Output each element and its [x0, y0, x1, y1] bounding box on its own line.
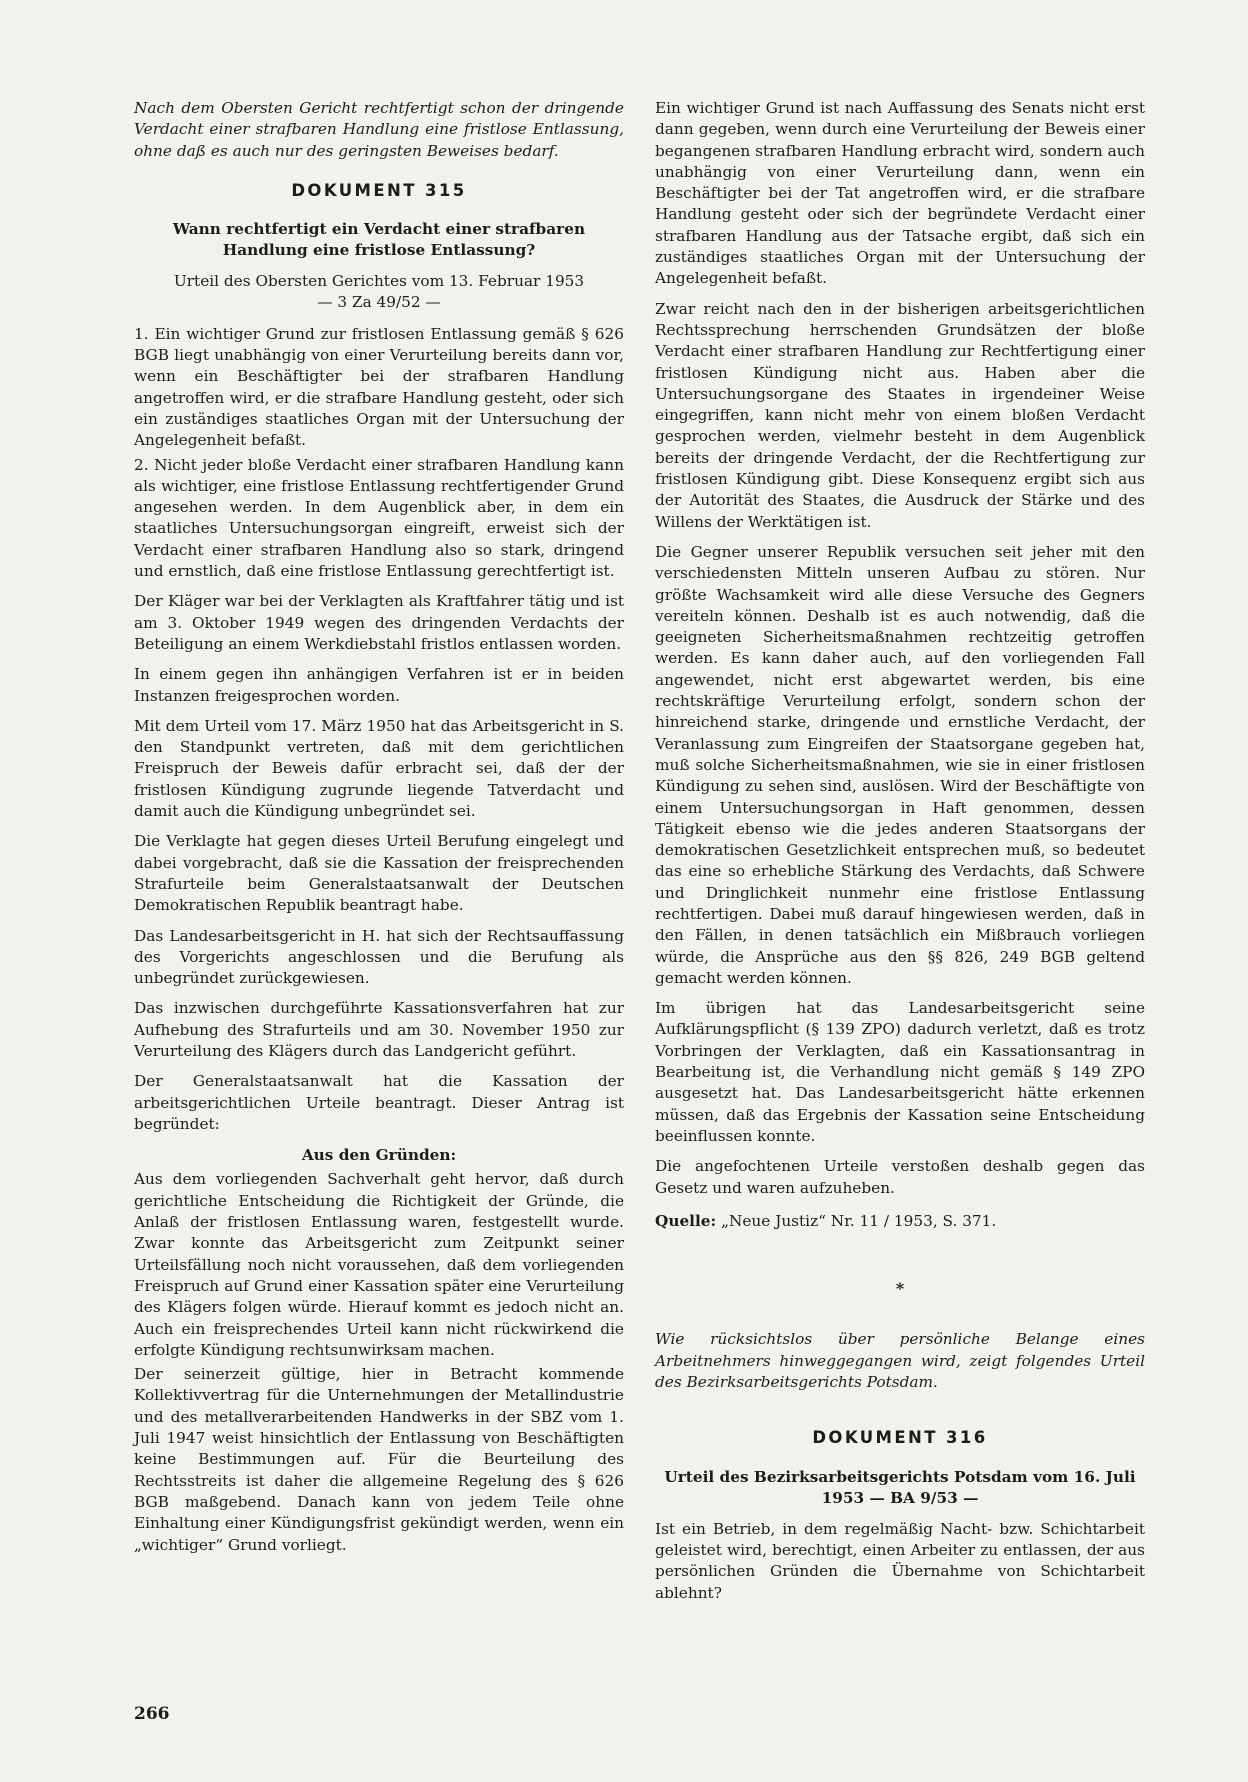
section-heading: Aus den Gründen:: [301, 1146, 457, 1165]
headnote-2: 2. Nicht jeder bloße Verdacht einer strafbaren Handlung kann als wichtiger, eine fristlose Entlassung rechtfertigender Grund angesehen werden. In dem Augenblick aber, in dem ein staatliches Untersuchungsorgan eingreift, erweist sich der Verdacht einer strafbaren Handlung also so stark, dringend und ernstlich, daß eine fristlose Entlassung gerechtfertigt ist.: [134, 455, 624, 581]
section-separator: *: [895, 1279, 905, 1299]
document-title: Urteil des Bezirksarbeitsgerichts Potsdam vom 16. Juli 1953 — BA 9/53 —: [664, 1467, 1136, 1507]
paragraph: Der seinerzeit gültige, hier in Betracht kommende Kollektivvertrag für die Unternehmungen der Metallindustrie und des metallverarbeitenden Handwerks in der SBZ vom 1. Juli 1947 weist hinsichtlich der Entlassung von Beschäftigten keine Bestimmungen auf. Für die Beurteilung des Rechtsstreits ist daher die allgemeine Regelung des § 626 BGB maßgebend. Danach kann von jedem Teile ohne Einhaltung einer Kündigungsfrist gekündigt werden, wenn ein „wichtiger“ Grund vorliegt.: [134, 1365, 624, 1554]
right-column: [655, 98, 1145, 1607]
judgment-reference-line: Urteil des Obersten Gerichtes vom 13. Februar 1953: [173, 272, 585, 291]
document-heading: DOKUMENT 316: [812, 1428, 988, 1448]
source-text: „Neue Justiz“ Nr. 11 / 1953, S. 371.: [721, 1211, 997, 1230]
paragraph: Aus dem vorliegenden Sachverhalt geht hervor, daß durch gerichtliche Entscheidung die Richtigkeit der Gründe, die Anlaß der fristlosen Entlassung waren, festgestellt wurde. Zwar konnte das Arbeitsgericht zum Zeitpunkt seiner Urteilsfällung noch nicht voraussehen, daß dem vorliegenden Freispruch auf Grund einer Kassation später eine Verurteilung des Klägers folgen würde. Hierauf kommt es jedoch nicht an. Auch ein freisprechendes Urteil kann nicht rückwirkend die erfolgte Kündigung rechtsunwirksam machen.: [134, 1170, 624, 1359]
left-column: [134, 98, 624, 1559]
paragraph: Ist ein Betrieb, in dem regelmäßig Nacht- bzw. Schichtarbeit geleistet wird, berechtigt, einen Arbeiter zu entlassen, der aus persönlichen Gründen die Übernahme von Schichtarbeit ablehnt?: [655, 1519, 1145, 1602]
paragraph: Zwar reicht nach den in der bisherigen arbeitsgerichtlichen Rechtssprechung herrschenden Grundsätzen der bloße Verdacht einer strafbaren Handlung zur Rechtfertigung einer fristlosen Kündigung nicht aus. Haben aber die Untersuchungsorgane des Staates in irgendeiner Weise eingegriffen, kann nicht mehr von einem bloßen Verdacht gesprochen werden, vielmehr besteht in dem Augenblick bereits der dringende Verdacht, der die Rechtfertigung zur fristlosen Kündigung gibt. Diese Konsequenz ergibt sich aus der Autorität des Staates, die Ausdruck der Stärke und des Willens der Werktätigen ist.: [655, 299, 1145, 531]
headnote-1: 1. Ein wichtiger Grund zur fristlosen Entlassung gemäß § 626 BGB liegt unabhängig von einer Verurteilung bereits dann vor, wenn ein Beschäftigter bei der strafbaren Handlung angetroffen wird, er die strafbare Handlung gesteht, oder sich ein zuständiges staatliches Organ mit der Untersuchung der Angelegenheit befaßt.: [134, 324, 624, 450]
intro-note: Nach dem Obersten Gericht rechtfertigt schon der dringende Verdacht einer strafbaren Handlung eine fristlose Entlassung, ohne daß es auch nur des geringsten Beweises bedarf.: [134, 99, 624, 160]
paragraph: Der Kläger war bei der Verklagten als Kraftfahrer tätig und ist am 3. Oktober 1949 wegen des dringenden Verdachts der Beteiligung an einem Werkdiebstahl fristlos entlassen worden.: [134, 592, 624, 653]
judgment-reference: [134, 271, 624, 314]
paragraph: Ein wichtiger Grund ist nach Auffassung des Senats nicht erst dann gegeben, wenn durch eine Verurteilung der Beweis einer begangenen strafbaren Handlung erbracht wird, sondern auch unabhängig von einer Verurteilung dann, wenn ein Beschäftigter bei der Tat angetroffen wird, er die strafbare Handlung gesteht oder sich der begründete Verdacht einer strafbaren Handlung aus der Tatsache ergibt, daß sich ein zuständiges staatliches Organ mit der Untersuchung der Angelegenheit befaßt.: [655, 99, 1145, 288]
source-label: Quelle:: [655, 1211, 717, 1230]
source-citation: [655, 1211, 1145, 1232]
paragraph: Die Verklagte hat gegen dieses Urteil Berufung eingelegt und dabei vorgebracht, daß sie die Kassation der freisprechenden Strafurteile beim Generalstaatsanwalt der Deutschen Demokratischen Republik beantragt habe.: [134, 832, 624, 915]
paragraph: In einem gegen ihn anhängigen Verfahren ist er in beiden Instanzen freigesprochen worden.: [134, 665, 624, 705]
document-heading: DOKUMENT 315: [291, 180, 467, 200]
paragraph: Der Generalstaatsanwalt hat die Kassation der arbeitsgerichtlichen Urteile beantragt. Dieser Antrag ist begründet:: [134, 1072, 624, 1133]
paragraph: Die angefochtenen Urteile verstoßen deshalb gegen das Gesetz und waren aufzuheben.: [655, 1157, 1145, 1197]
paragraph: Im übrigen hat das Landesarbeitsgericht seine Aufklärungspflicht (§ 139 ZPO) dadurch verletzt, daß es trotz Vorbringen der Verklagten, daß ein Kassationsantrag in Bearbeitung ist, die Verhandlung nicht gemäß § 149 ZPO ausgesetzt hat. Das Landesarbeitsgericht hätte erkennen müssen, daß das Ergebnis der Kassation seine Entscheidung beeinflussen konnte.: [655, 999, 1145, 1145]
page-number: 266: [134, 1704, 170, 1724]
paragraph: Mit dem Urteil vom 17. März 1950 hat das Arbeitsgericht in S. den Standpunkt vertreten, daß mit dem gerichtlichen Freispruch der Beweis dafür erbracht sei, daß der der fristlosen Kündigung zugrunde liegende Tatverdacht und damit auch die Kündigung unbegründet sei.: [134, 716, 624, 821]
paragraph: Die Gegner unserer Republik versuchen seit jeher mit den verschiedensten Mitteln unseren Aufbau zu stören. Nur größte Wachsamkeit wird alle diese Versuche des Gegners vereiteln können. Deshalb ist es auch notwendig, daß die geeigneten Sicherheitsmaßnahmen rechtzeitig getroffen werden. Es kann daher auch, auf den vorliegenden Fall angewendet, nicht erst abgewartet werden, bis eine rechtskräftige Verurteilung erfolgt, sondern schon der hinreichend starke, dringende und ernstliche Verdacht, der Veranlassung zum Eingreifen der Staatsorgane gegeben hat, muß solche Sicherheitsmaßnahmen, wie sie in einer fristlosen Kündigung zu sehen sind, auslösen. Wird der Beschäftigte von einem Untersuchungsorgan in Haft genommen, dessen Tätigkeit ebenso wie die jedes anderen Staatsorgans der demokratischen Gesetzlichkeit entsprechen muß, so bedeutet das eine so erhebliche Stärkung des Verdachts, daß Schwere und Dringlichkeit nunmehr eine fristlose Entlassung rechtfertigen. Dabei muß darauf hingewiesen werden, daß in den Fällen, in denen tatsächlich ein Mißbrauch vorliegen würde, die Ansprüche aus den §§ 826, 249 BGB geltend gemacht werden können.: [655, 542, 1145, 987]
paragraph: Das inzwischen durchgeführte Kassationsverfahren hat zur Aufhebung des Strafurteils und am 30. November 1950 zur Verurteilung des Klägers durch das Landgericht geführt.: [134, 999, 624, 1060]
paragraph: Das Landesarbeitsgericht in H. hat sich der Rechtsauffassung des Vorgerichts angeschlossen und die Berufung als unbegründet zurückgewiesen.: [134, 926, 624, 988]
intro-note: Wie rücksichtslos über persönliche Belange eines Arbeitnehmers hinweggegangen wird, zeigt folgendes Urteil des Bezirksarbeitsgerichts Potsdam.: [655, 1330, 1145, 1392]
judgment-reference-number: — 3 Za 49/52 —: [317, 293, 441, 312]
document-title: Wann rechtfertigt ein Verdacht einer strafbaren Handlung eine fristlose Entlassung?: [172, 220, 586, 260]
